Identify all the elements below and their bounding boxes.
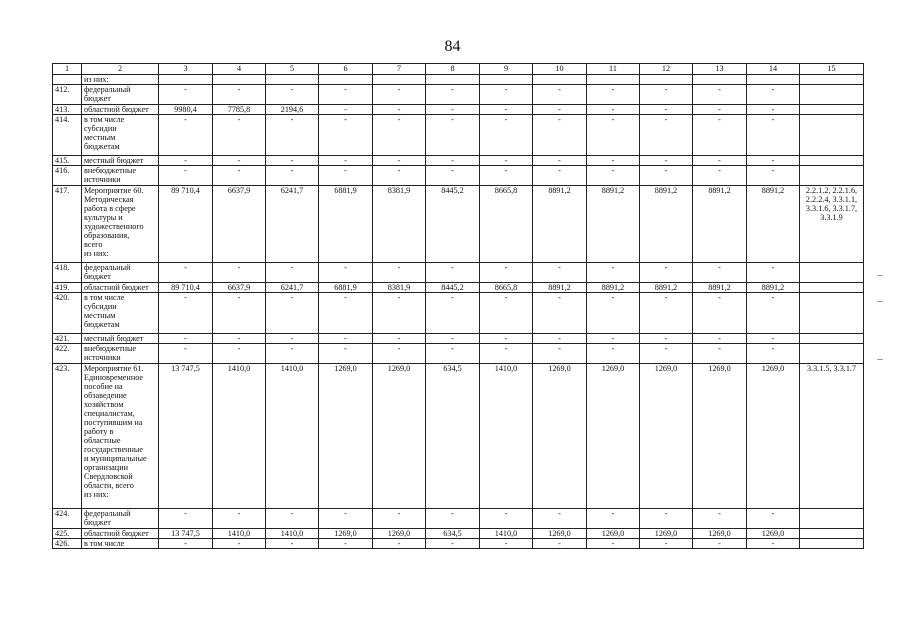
value-cell: 1269,0	[533, 364, 587, 509]
row-label: Мероприятие 60. Методическая работа в сфере культуры и художественного образования, всего из них:	[82, 186, 159, 263]
row-number: 413.	[53, 105, 82, 115]
value-cell: -	[373, 115, 426, 156]
row-number: 418.	[53, 263, 82, 283]
row-label: местный бюджет	[82, 334, 159, 344]
value-cell: 8891,2	[747, 283, 800, 293]
value-cell: -	[533, 509, 587, 529]
value-cell: -	[319, 115, 373, 156]
target-codes-cell	[800, 105, 864, 115]
value-cell: 89 710,4	[159, 186, 213, 263]
column-header: 13	[693, 64, 747, 75]
value-cell: 1410,0	[266, 364, 319, 509]
row-number: 426.	[53, 539, 82, 549]
row-label: федеральный бюджет	[82, 263, 159, 283]
value-cell: -	[373, 293, 426, 334]
value-cell: -	[587, 539, 640, 549]
value-cell: -	[747, 293, 800, 334]
value-cell: -	[693, 115, 747, 156]
value-cell: -	[747, 166, 800, 186]
scan-mark	[877, 359, 883, 360]
target-codes-cell	[800, 293, 864, 334]
row-label: местный бюджет	[82, 156, 159, 166]
column-header: 8	[426, 64, 480, 75]
value-cell: 8891,2	[640, 186, 693, 263]
target-codes-cell	[800, 75, 864, 85]
value-cell: -	[159, 85, 213, 105]
value-cell: -	[426, 509, 480, 529]
table-row	[53, 344, 864, 364]
value-cell: 13 747,5	[159, 529, 213, 539]
scan-mark	[877, 275, 883, 276]
table-row	[53, 283, 864, 293]
value-cell: -	[533, 293, 587, 334]
value-cell: -	[426, 344, 480, 364]
value-cell: -	[693, 263, 747, 283]
value-cell: -	[426, 539, 480, 549]
value-cell: -	[533, 115, 587, 156]
value-cell: -	[480, 115, 533, 156]
value-cell: 1269,0	[747, 529, 800, 539]
row-number: 422.	[53, 344, 82, 364]
value-cell: -	[587, 156, 640, 166]
value-cell: -	[693, 85, 747, 105]
column-header: 3	[159, 64, 213, 75]
row-number: 416.	[53, 166, 82, 186]
value-cell: -	[159, 293, 213, 334]
value-cell: 8445,2	[426, 186, 480, 263]
value-cell: -	[747, 115, 800, 156]
value-cell: -	[373, 334, 426, 344]
value-cell: 8445,2	[426, 283, 480, 293]
row-number: 421.	[53, 334, 82, 344]
row-label: областной бюджет	[82, 529, 159, 539]
target-codes-cell	[800, 334, 864, 344]
value-cell: -	[747, 334, 800, 344]
value-cell: -	[640, 509, 693, 529]
value-cell: -	[533, 263, 587, 283]
value-cell: -	[533, 334, 587, 344]
value-cell: -	[319, 293, 373, 334]
value-cell: -	[693, 509, 747, 529]
value-cell: -	[319, 85, 373, 105]
value-cell: -	[587, 115, 640, 156]
value-cell: -	[747, 344, 800, 364]
value-cell: 8665,8	[480, 186, 533, 263]
target-codes-cell	[800, 344, 864, 364]
value-cell: -	[213, 293, 266, 334]
value-cell: -	[747, 539, 800, 549]
value-cell: -	[747, 263, 800, 283]
value-cell: -	[587, 293, 640, 334]
value-cell: 6637,9	[213, 283, 266, 293]
value-cell: -	[373, 263, 426, 283]
target-codes-cell	[800, 115, 864, 156]
value-cell: -	[159, 344, 213, 364]
value-cell: -	[480, 334, 533, 344]
value-cell: -	[426, 263, 480, 283]
value-cell: 8891,2	[640, 283, 693, 293]
value-cell: -	[640, 263, 693, 283]
value-cell: 6881,9	[319, 186, 373, 263]
value-cell: -	[373, 166, 426, 186]
row-number: 414.	[53, 115, 82, 156]
table-row	[53, 364, 864, 509]
value-cell: -	[159, 334, 213, 344]
value-cell: -	[426, 105, 480, 115]
value-cell: 8891,2	[693, 186, 747, 263]
value-cell: 8891,2	[587, 283, 640, 293]
row-number: 412.	[53, 85, 82, 105]
table-row	[53, 115, 864, 156]
value-cell: -	[159, 539, 213, 549]
column-header: 7	[373, 64, 426, 75]
value-cell: 1410,0	[213, 364, 266, 509]
row-label: федеральный бюджет	[82, 509, 159, 529]
value-cell: 13 747,5	[159, 364, 213, 509]
value-cell: -	[319, 334, 373, 344]
value-cell	[480, 75, 533, 85]
value-cell: 7785,8	[213, 105, 266, 115]
value-cell: -	[426, 115, 480, 156]
value-cell: -	[159, 166, 213, 186]
table-row	[53, 156, 864, 166]
row-label: областной бюджет	[82, 283, 159, 293]
value-cell: -	[747, 509, 800, 529]
value-cell: -	[319, 539, 373, 549]
table-row	[53, 105, 864, 115]
value-cell: -	[640, 105, 693, 115]
value-cell: 1269,0	[747, 364, 800, 509]
value-cell: -	[480, 539, 533, 549]
value-cell: 8665,8	[480, 283, 533, 293]
value-cell: -	[480, 509, 533, 529]
value-cell: -	[533, 156, 587, 166]
table-row	[53, 263, 864, 283]
column-header: 12	[640, 64, 693, 75]
row-number: 420.	[53, 293, 82, 334]
value-cell: -	[640, 115, 693, 156]
table-row	[53, 509, 864, 529]
table-row	[53, 539, 864, 549]
value-cell: -	[266, 115, 319, 156]
value-cell: -	[159, 263, 213, 283]
value-cell: -	[213, 115, 266, 156]
value-cell	[319, 75, 373, 85]
value-cell: -	[640, 539, 693, 549]
value-cell: 8381,9	[373, 283, 426, 293]
value-cell: 6881,9	[319, 283, 373, 293]
value-cell: 1269,0	[373, 529, 426, 539]
value-cell: -	[533, 344, 587, 364]
value-cell: 8891,2	[533, 186, 587, 263]
header-row	[53, 64, 864, 75]
value-cell: -	[640, 85, 693, 105]
target-codes-cell: 3.3.1.5, 3.3.1.7	[800, 364, 864, 509]
value-cell: -	[693, 334, 747, 344]
column-header: 14	[747, 64, 800, 75]
row-label: Мероприятие 61. Единовременное пособие на обзаведение хозяйством специалистам, поступившим на работу в областные государственные и муниципальные организации Свердловской области, всего из них:	[82, 364, 159, 509]
column-header: 4	[213, 64, 266, 75]
value-cell: -	[213, 156, 266, 166]
row-label: в том числе субсидии местным бюджетам	[82, 115, 159, 156]
value-cell: -	[533, 539, 587, 549]
value-cell: -	[480, 344, 533, 364]
page-number: 84	[444, 38, 461, 55]
row-number	[53, 75, 82, 85]
value-cell: 1269,0	[533, 529, 587, 539]
value-cell: 8891,2	[747, 186, 800, 263]
value-cell: -	[426, 334, 480, 344]
value-cell: -	[266, 263, 319, 283]
row-number: 423.	[53, 364, 82, 509]
value-cell: 89 710,4	[159, 283, 213, 293]
value-cell: -	[426, 156, 480, 166]
value-cell: -	[426, 85, 480, 105]
target-codes-cell	[800, 529, 864, 539]
value-cell: -	[533, 105, 587, 115]
row-number: 417.	[53, 186, 82, 263]
value-cell: -	[587, 263, 640, 283]
value-cell: -	[587, 344, 640, 364]
value-cell: -	[480, 166, 533, 186]
value-cell: 634,5	[426, 529, 480, 539]
row-label: из них:	[82, 75, 159, 85]
value-cell: -	[747, 85, 800, 105]
value-cell: -	[266, 509, 319, 529]
value-cell: -	[319, 105, 373, 115]
row-number: 424.	[53, 509, 82, 529]
value-cell: 1410,0	[480, 529, 533, 539]
value-cell: -	[266, 166, 319, 186]
value-cell: 1269,0	[640, 529, 693, 539]
value-cell: -	[587, 509, 640, 529]
value-cell: -	[319, 263, 373, 283]
value-cell: -	[213, 334, 266, 344]
value-cell	[159, 75, 213, 85]
row-number: 419.	[53, 283, 82, 293]
value-cell: 1410,0	[480, 364, 533, 509]
value-cell: -	[213, 509, 266, 529]
value-cell: 634,5	[426, 364, 480, 509]
column-header: 2	[82, 64, 159, 75]
column-header: 11	[587, 64, 640, 75]
row-label: внебюджетные источники	[82, 344, 159, 364]
value-cell: 9980,4	[159, 105, 213, 115]
column-header: 15	[800, 64, 864, 75]
value-cell: -	[266, 344, 319, 364]
value-cell: -	[213, 344, 266, 364]
value-cell: -	[426, 293, 480, 334]
target-codes-cell	[800, 156, 864, 166]
value-cell: 1269,0	[693, 364, 747, 509]
table-row	[53, 166, 864, 186]
value-cell: 1269,0	[693, 529, 747, 539]
target-codes-cell	[800, 263, 864, 283]
column-header: 6	[319, 64, 373, 75]
value-cell: -	[640, 166, 693, 186]
value-cell: -	[480, 85, 533, 105]
value-cell: -	[266, 85, 319, 105]
value-cell: 2194,6	[266, 105, 319, 115]
value-cell: -	[159, 156, 213, 166]
value-cell: -	[213, 166, 266, 186]
value-cell: 8891,2	[533, 283, 587, 293]
table-row	[53, 75, 864, 85]
value-cell: -	[587, 85, 640, 105]
value-cell: -	[533, 85, 587, 105]
table-row	[53, 85, 864, 105]
row-label: областной бюджет	[82, 105, 159, 115]
value-cell: -	[693, 539, 747, 549]
value-cell: -	[373, 156, 426, 166]
value-cell: 1269,0	[587, 364, 640, 509]
value-cell: -	[266, 539, 319, 549]
value-cell: 1410,0	[213, 529, 266, 539]
row-number: 425.	[53, 529, 82, 539]
row-label: федеральный бюджет	[82, 85, 159, 105]
value-cell: -	[480, 293, 533, 334]
value-cell: -	[373, 105, 426, 115]
row-label: внебюджетные источники	[82, 166, 159, 186]
value-cell: 1269,0	[640, 364, 693, 509]
value-cell: -	[533, 166, 587, 186]
value-cell: -	[693, 293, 747, 334]
target-codes-cell: 2.2.1.2, 2.2.1.6, 2.2.2.4, 3.3.1.1, 3.3.1.6, 3.3.1.7, 3.3.1.9	[800, 186, 864, 263]
value-cell: 1269,0	[373, 364, 426, 509]
table-row	[53, 334, 864, 344]
table-row	[53, 293, 864, 334]
value-cell: 1269,0	[587, 529, 640, 539]
column-header: 10	[533, 64, 587, 75]
target-codes-cell	[800, 509, 864, 529]
value-cell: -	[693, 344, 747, 364]
value-cell: -	[480, 105, 533, 115]
value-cell	[587, 75, 640, 85]
value-cell: -	[693, 166, 747, 186]
value-cell: 8891,2	[587, 186, 640, 263]
value-cell: -	[587, 105, 640, 115]
value-cell: 1269,0	[319, 529, 373, 539]
row-label: в том числе	[82, 539, 159, 549]
budget-table	[52, 63, 864, 549]
value-cell: -	[426, 166, 480, 186]
target-codes-cell	[800, 283, 864, 293]
value-cell: -	[319, 344, 373, 364]
value-cell: 8891,2	[693, 283, 747, 293]
value-cell: -	[319, 156, 373, 166]
value-cell: -	[640, 334, 693, 344]
value-cell: -	[373, 85, 426, 105]
value-cell	[693, 75, 747, 85]
value-cell: -	[213, 539, 266, 549]
value-cell: -	[319, 509, 373, 529]
value-cell: -	[213, 263, 266, 283]
value-cell: -	[747, 156, 800, 166]
value-cell: -	[747, 105, 800, 115]
value-cell	[426, 75, 480, 85]
value-cell	[373, 75, 426, 85]
value-cell	[266, 75, 319, 85]
value-cell: -	[640, 156, 693, 166]
value-cell	[640, 75, 693, 85]
row-number: 415.	[53, 156, 82, 166]
value-cell: -	[373, 344, 426, 364]
value-cell: 6241,7	[266, 283, 319, 293]
value-cell: -	[480, 156, 533, 166]
value-cell: -	[266, 293, 319, 334]
value-cell: 8381,9	[373, 186, 426, 263]
column-header: 1	[53, 64, 82, 75]
row-label: в том числе субсидии местным бюджетам	[82, 293, 159, 334]
value-cell: -	[266, 156, 319, 166]
value-cell: 6637,9	[213, 186, 266, 263]
scan-mark	[877, 301, 883, 302]
value-cell: -	[587, 334, 640, 344]
table-row	[53, 529, 864, 539]
value-cell: -	[159, 115, 213, 156]
target-codes-cell	[800, 539, 864, 549]
value-cell	[747, 75, 800, 85]
table-row	[53, 186, 864, 263]
column-header: 5	[266, 64, 319, 75]
value-cell	[533, 75, 587, 85]
value-cell: -	[640, 344, 693, 364]
value-cell: -	[213, 85, 266, 105]
target-codes-cell	[800, 166, 864, 186]
value-cell: -	[319, 166, 373, 186]
value-cell	[213, 75, 266, 85]
value-cell: -	[373, 539, 426, 549]
value-cell: -	[693, 105, 747, 115]
value-cell: -	[587, 166, 640, 186]
value-cell: 1269,0	[319, 364, 373, 509]
value-cell: -	[159, 509, 213, 529]
value-cell: 6241,7	[266, 186, 319, 263]
value-cell: -	[266, 334, 319, 344]
value-cell: -	[480, 263, 533, 283]
value-cell: -	[373, 509, 426, 529]
column-header: 9	[480, 64, 533, 75]
value-cell: -	[693, 156, 747, 166]
value-cell: 1410,0	[266, 529, 319, 539]
target-codes-cell	[800, 85, 864, 105]
value-cell: -	[640, 293, 693, 334]
